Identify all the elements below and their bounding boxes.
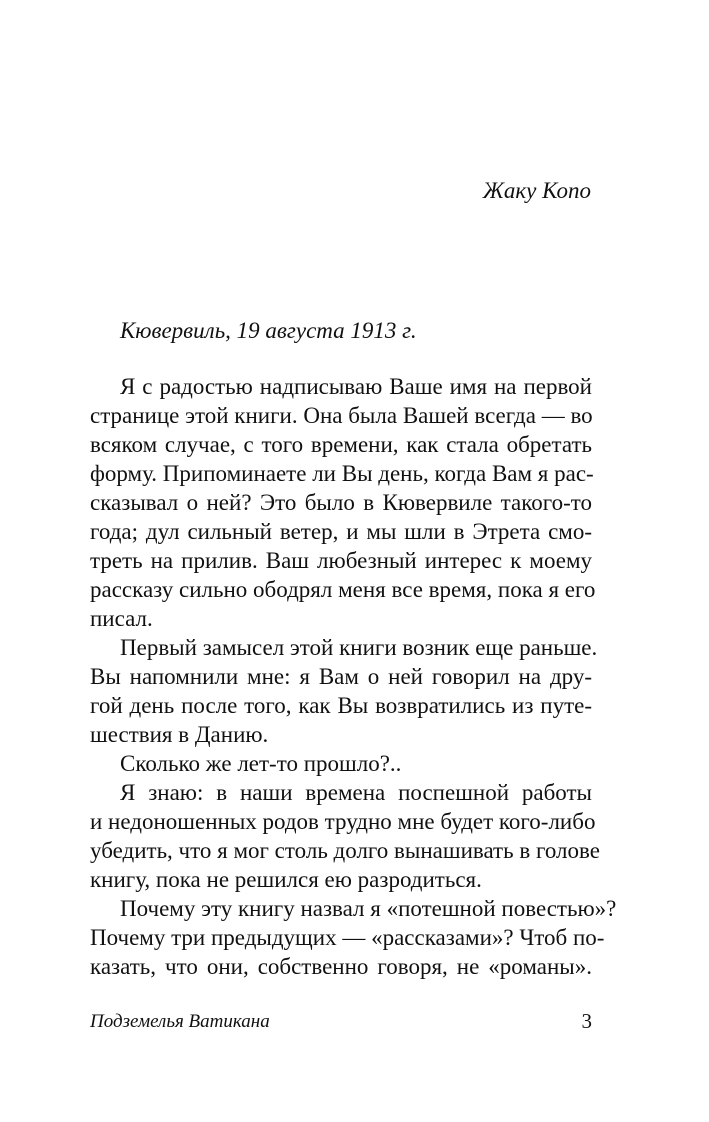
text-line: и недоношенных родов трудно мне будет кого-либо xyxy=(90,809,596,834)
text-line: казать, что они, собственно говоря, не «романы». xyxy=(90,954,592,979)
text-line: Первый замысел этой книги возник еще раньше. xyxy=(120,635,598,660)
text-line: Сколько же лет-то прошло?.. xyxy=(120,751,402,776)
text-line: треть на прилив. Ваш любезный интерес к моему xyxy=(90,548,592,573)
text-line: Почему три предыдущих — «рассказами»? Чтоб по- xyxy=(90,925,605,950)
text-line: Я с радостью надписываю Ваше имя на первой xyxy=(120,374,592,399)
text-line: странице этой книги. Она была Вашей всегда — во xyxy=(90,403,593,428)
place-date: Кювервиль, 19 августа 1913 г. xyxy=(120,318,417,343)
text-line: Почему эту книгу назвал я «потешной повестью»? xyxy=(120,896,617,921)
text-line: года; дул сильный ветер, и мы шли в Этрета смо- xyxy=(90,519,592,544)
text-line: гой день после того, как Вы возвратились из путе- xyxy=(90,693,592,718)
text-line: шествия в Данию. xyxy=(90,722,269,747)
text-line: форму. Припоминаете ли Вы день, когда Вам я рас- xyxy=(90,461,594,486)
text-line: Вы напомнили мне: я Вам о ней говорил на дру- xyxy=(90,664,592,689)
text-line: всяком случае, с того времени, как стала обретать xyxy=(90,432,592,457)
text-line: сказывал о ней? Это было в Кювервиле такого-то xyxy=(90,490,592,515)
text-line: книгу, пока не решился ею разродиться. xyxy=(90,867,482,892)
text-line: писал. xyxy=(90,606,153,631)
running-footer-title: Подземелья Ватикана xyxy=(90,1011,270,1032)
page-number: 3 xyxy=(581,1009,592,1033)
text-line: Я знаю: в наши времена поспешной работы xyxy=(120,780,592,805)
text-line: убедить, что я мог столь долго вынашивать в голове xyxy=(90,838,600,863)
dedication: Жаку Копо xyxy=(482,178,591,203)
text-line: рассказу сильно ободрял меня все время, пока я его xyxy=(90,577,596,602)
